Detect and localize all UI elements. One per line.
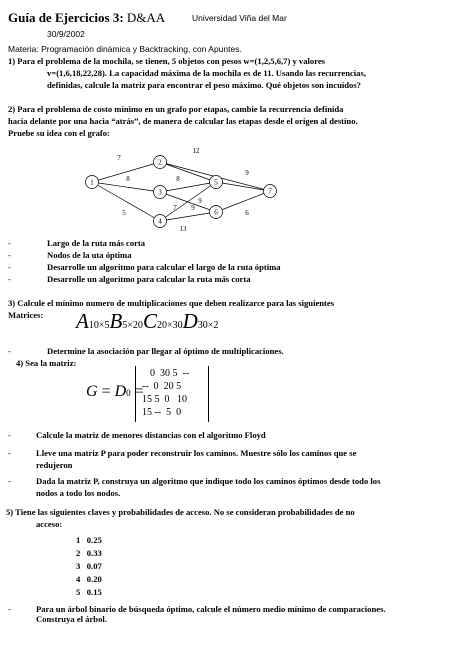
eq-sub: 0 [126,388,131,398]
bullet-dash: - [8,262,11,272]
matrix-row: 0 30 5 -- [150,368,190,379]
bullet-dash: - [8,238,11,248]
edge-weight: 12 [192,147,200,155]
q2-bullet-3: Desarrolle un algoritmo para calcular el largo de la ruta óptima [47,262,281,272]
edge-weight: 9 [245,169,249,177]
prob-row: 1 0.25 [76,535,102,545]
edge-weight: 8 [176,175,180,183]
q2-bullet-1: Largo de la ruta más corta [47,238,146,248]
bullet-dash: - [8,604,11,614]
q4-bullet-2-line-2: redujeron [36,460,73,470]
node-label: 7 [268,187,272,196]
edge-weight: 8 [126,175,130,183]
q4-bullet-1: Calcule la matriz de menores distancias con el algoritmo Floyd [36,430,266,440]
matrix-chain [76,309,218,338]
bullet-dash: - [8,250,11,260]
edge-weight: 5 [122,209,126,217]
date: 30/9/2002 [47,29,85,39]
q1-line-1: 1) Para el problema de la mochila, se tienen, 5 objetos con pesos w=(1,2,5,6,7) y valores [8,56,326,66]
node-label: 1 [90,178,94,187]
prob-row: 3 0.07 [76,561,102,571]
matrix-letter: B [109,309,123,333]
prob-row: 5 0.15 [76,587,102,597]
q4-bullet-3-line-1: Dada la matriz P, construya un algoritmo que indique todo los caminos óptimos desde todo los [36,476,381,486]
edge-weight: 6 [245,209,249,217]
node-label: 6 [214,208,218,217]
matrix-g [135,366,209,422]
title-bold: Guía de Ejercicios 3: [8,10,124,25]
q4-bullet-2-line-1: Lleve una matriz P para poder reconstruir los caminos. Muestre sólo los caminos que se [36,448,357,458]
matrix-sub: 10×5 [88,320,110,331]
node-label: 5 [214,178,218,187]
matrix-sub: 30×2 [197,320,219,331]
q4-bullet-3-line-2: nodos a todo los nodos. [36,488,121,498]
matrix-equation: G = D0 = [86,383,144,400]
edge-weight: 9 [191,204,195,212]
eq-d: D [114,383,127,400]
matrix-sub: 5×20 [122,320,143,331]
matrix-letter: A [76,309,89,333]
eq-g: G [86,383,98,400]
prob-row: 4 0.20 [76,574,102,584]
node-label: 3 [158,188,162,197]
q5-line-1: 5) Tiene las siguientes claves y probabilidades de acceso. No se consideran probabilidades de no [6,507,355,517]
q1-line-3: definidas, calcule la matriz para encontrar el peso máximo. Qué objetos son incuidos? [47,80,361,90]
q2-line-3: Pruebe su idea con el grafo: [8,128,110,138]
page-title [8,10,165,25]
matrix-letter: C [142,309,157,333]
q3-line-2: Matrices: [8,310,44,320]
prob-row: 2 0.33 [76,548,102,558]
q5-line-2: acceso: [36,519,63,529]
stage-graph [0,140,450,240]
edge-weight: 7 [117,154,121,162]
q2-bullet-4: Desarrolle un algoritmo para calcular la ruta más corta [47,274,251,284]
edge-weight: 13 [179,225,187,233]
q5-bullet-line-1: Para un árbol binario de búsqueda óptimo, calcule el número medio mínimo de comparaciones. [36,604,386,614]
edge-weight: 9 [198,197,202,205]
matrix-row: 15 -- 5 0 [142,407,182,418]
matrix-letter: D [182,309,198,333]
bullet-dash: - [8,448,11,458]
bullet-dash: - [8,476,11,486]
q1-line-2: v=(1,6,18,22,28). La capacidad máxima de la mochila es de 11. Usando las recurrencias, [47,68,366,78]
q5-bullet-line-2: Construya el árbol. [36,614,107,624]
q2-line-1: 2) Para el problema de costo mínimo en un grafo por etapas, cambie la recurrencia definida [8,104,344,114]
q4-line-1: 4) Sea la matriz: [16,358,77,368]
q3-bullet: Determine la asociación par llegar al óptimo de multiplicaciones. [47,346,284,356]
subject: Materia: Programación dinámica y Backtracking, con Apuntes. [8,44,242,54]
bullet-dash: - [8,430,11,440]
q2-line-2: hacia delante por una hacia “atrás”, de manera de calcular las etapas desde el origen al destino. [8,116,358,126]
matrix-sub: 20×30 [156,320,183,331]
university-name: Universidad Viña del Mar [192,13,287,23]
edge-weight: 7 [173,204,177,212]
node-label: 4 [158,217,162,226]
q2-bullet-2: Nodos de la uta óptima [47,250,132,260]
matrix-row: 15 5 0 10 [142,394,187,405]
matrix-row: -- 0 20 5 [142,381,182,392]
node-label: 2 [158,158,162,167]
title-rest: D&AA [123,10,166,25]
q3-line-1: 3) Calcule el mínimo numero de multiplicaciones que deben realizarce para las siguientes [8,298,335,308]
bullet-dash: - [8,346,11,356]
bullet-dash: - [8,274,11,284]
